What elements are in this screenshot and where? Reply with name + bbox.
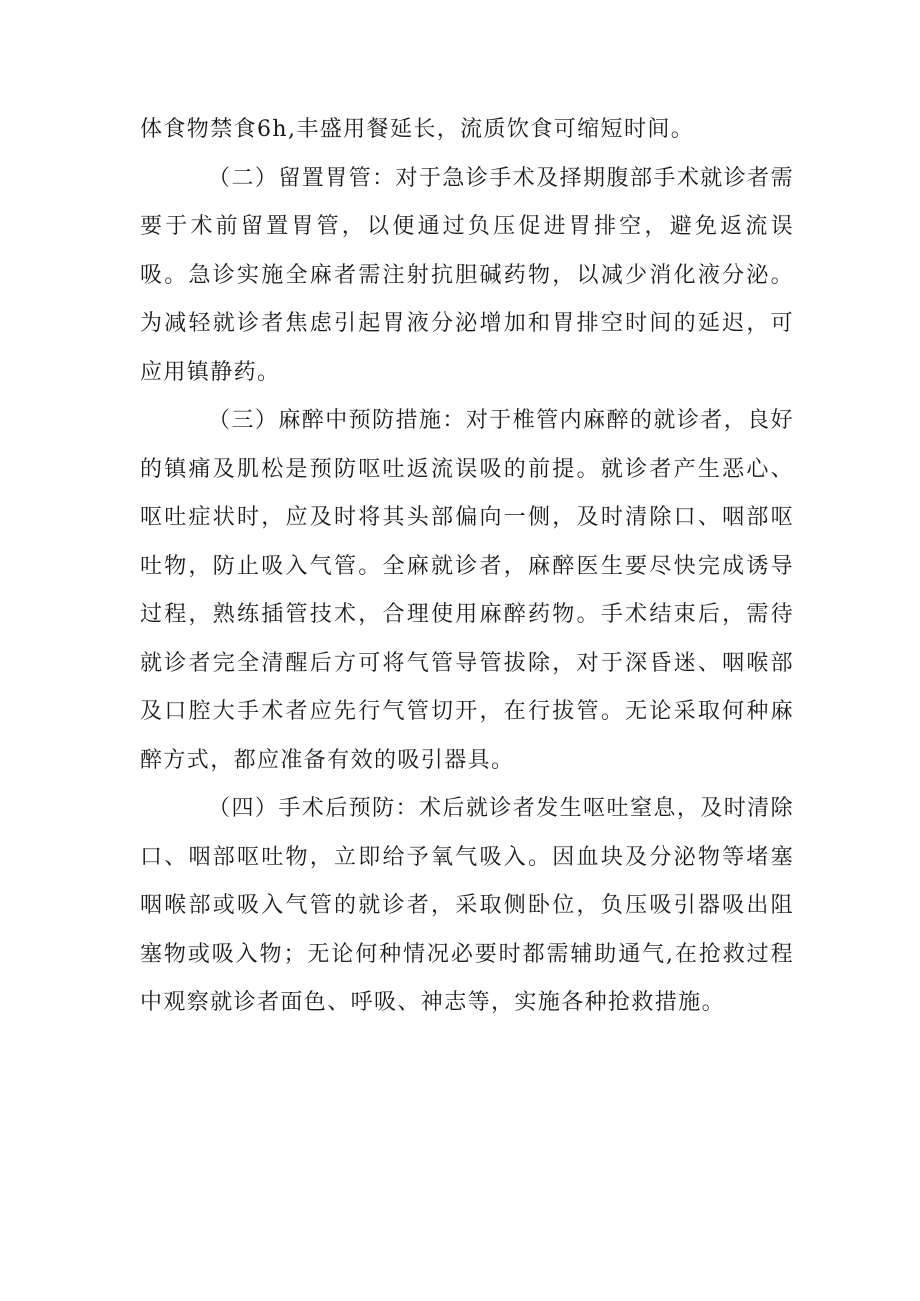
paragraph-gastric-tube: （二）留置胃管：对于急诊手术及择期腹部手术就诊者需要于术前留置胃管，以便通过负压促进胃排空，避免返流误吸。急诊实施全麻者需注射抗胆碱药物，以减少消化液分泌。为减轻就诊者焦虑引起胃液分泌增加和胃排空时间的延迟，可应用镇静药。 (140, 165, 794, 385)
paragraph-continuation: 体食物禁食6h,丰盛用餐延长，流质饮食可缩短时间。 (140, 117, 695, 142)
document-body (140, 106, 794, 1028)
paragraph-postoperative-prevention: （四）手术后预防：术后就诊者发生呕吐窒息，及时清除口、咽部呕吐物，立即给予氧气吸入。因血块及分泌物等堵塞咽喉部或吸入气管的就诊者，采取侧卧位，负压吸引器吸出阻塞物或吸入物；无论何种情况必要时都需辅助通气,在抢救过程中观察就诊者面色、呼吸、神志等，实施各种抢救措施。 (140, 796, 794, 1015)
paragraph-anesthesia-prevention: （三）麻醉中预防措施：对于椎管内麻醉的就诊者，良好的镇痛及肌松是预防呕吐返流误吸的前提。就诊者产生恶心、呕吐症状时，应及时将其头部偏向一侧，及时清除口、咽部呕吐物，防止吸入气管。全麻就诊者，麻醉医生要尽快完成诱导过程，熟练插管技术，合理使用麻醉药物。手术结束后，需待就诊者完全清醒后方可将气管导管拔除，对于深昏迷、咽喉部及口腔大手术者应先行气管切开，在行拔管。无论采取何种麻醉方式，都应准备有效的吸引器具。 (140, 408, 794, 773)
